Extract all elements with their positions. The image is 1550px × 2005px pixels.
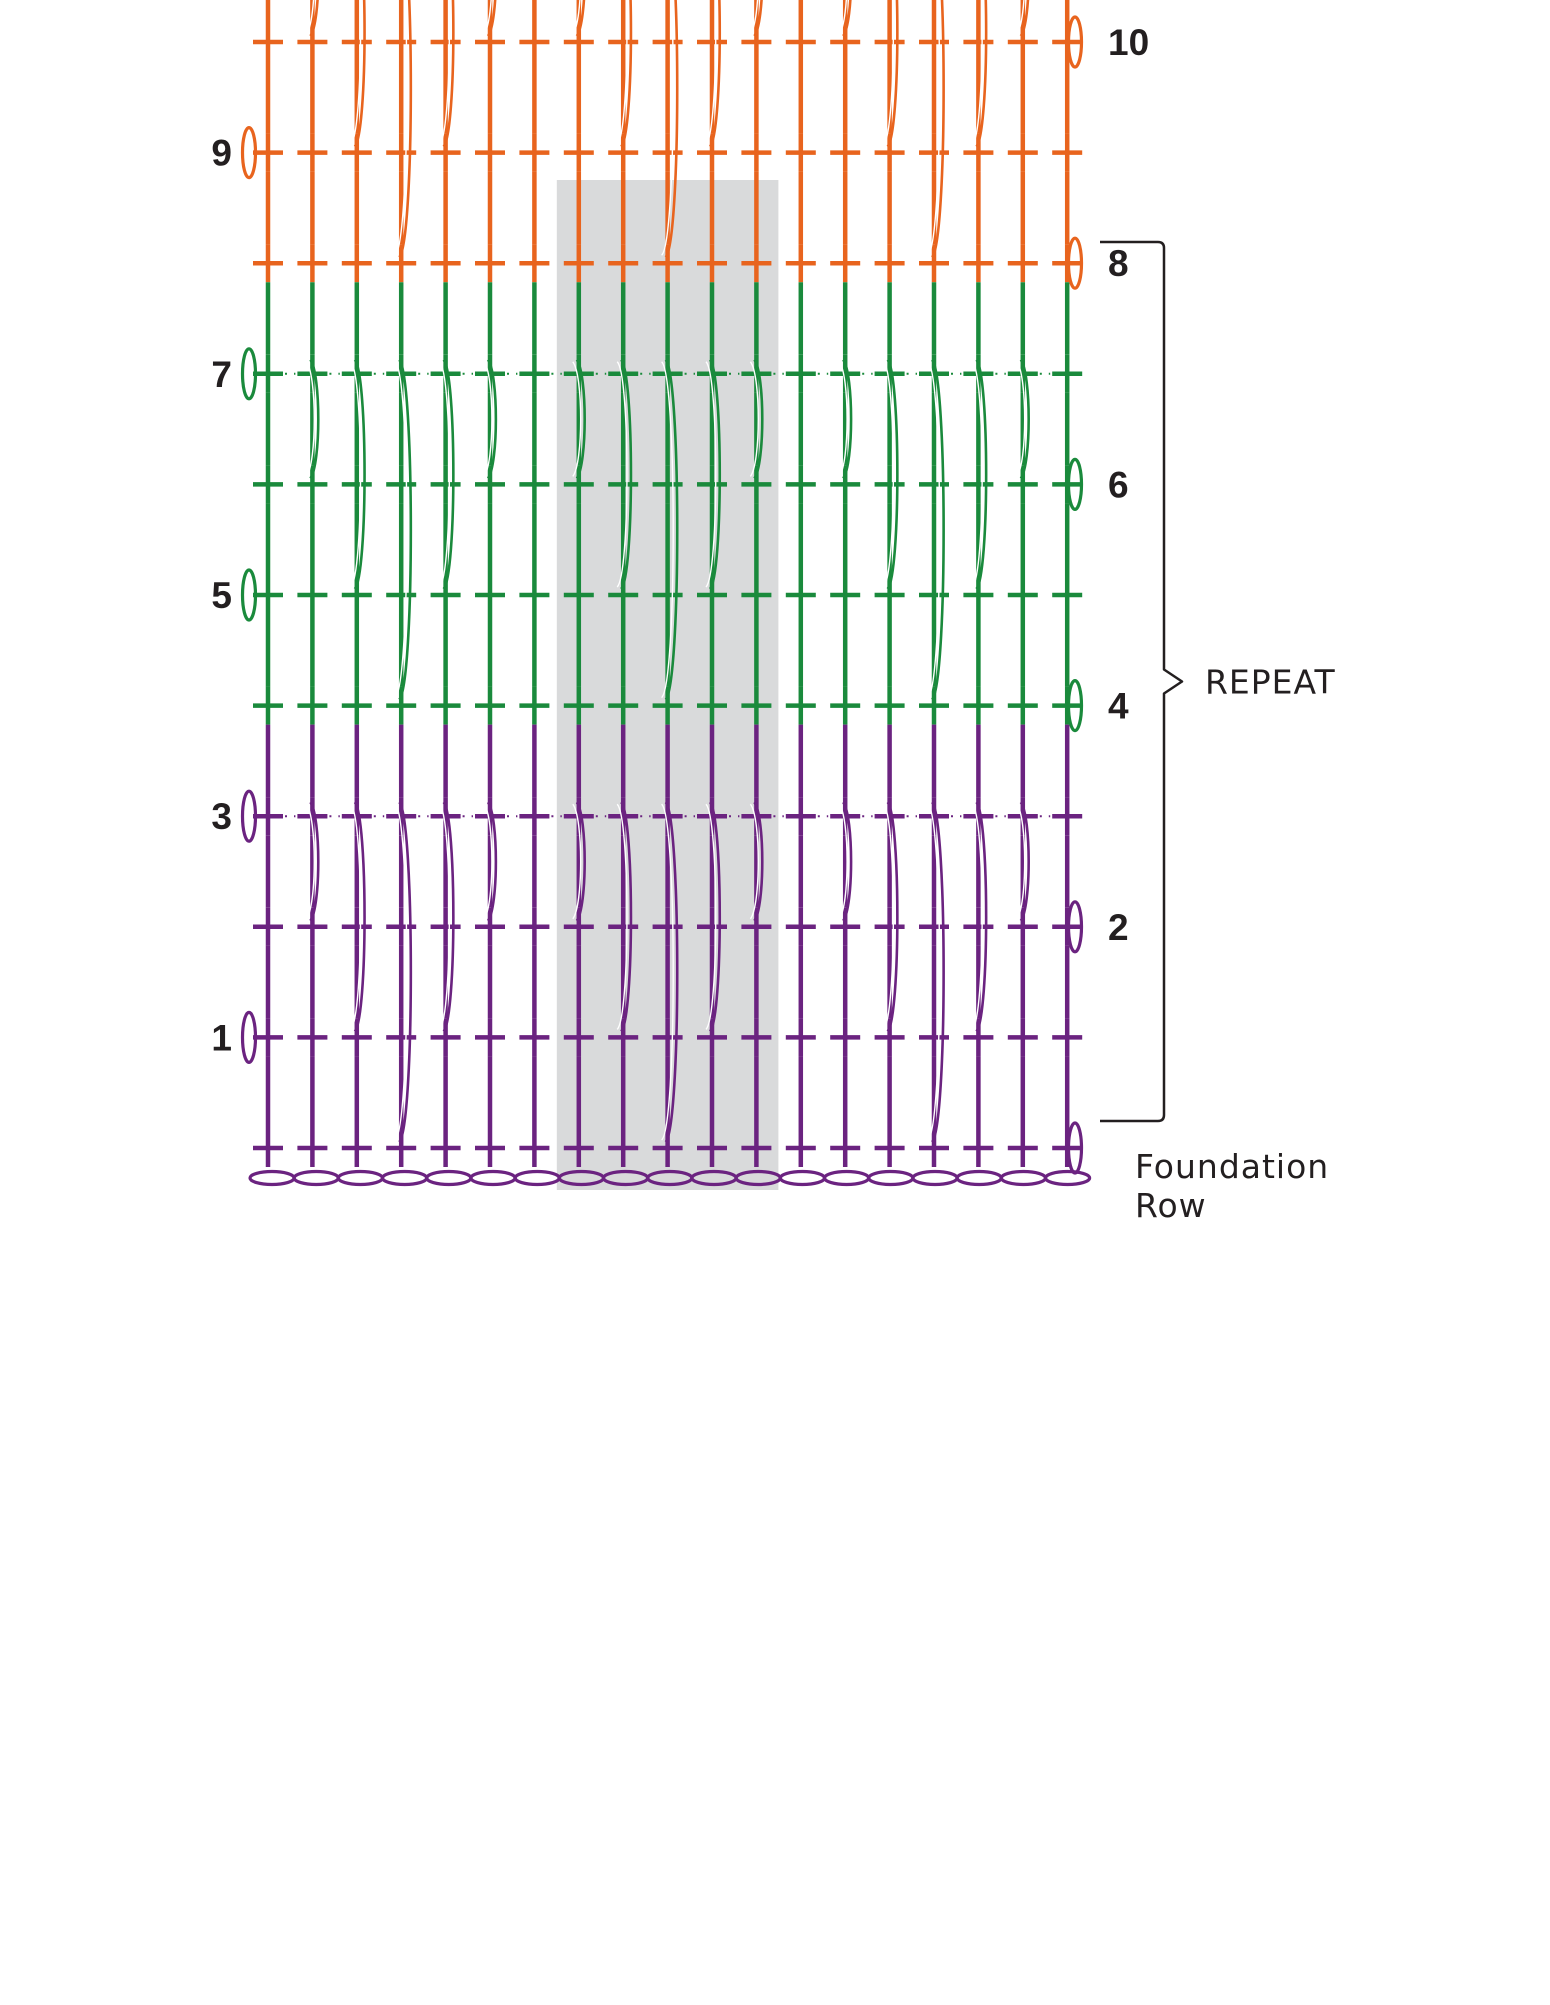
repeat-label: REPEAT	[1205, 662, 1336, 702]
row-number-left: 7	[211, 353, 232, 395]
row-number-right: 6	[1108, 464, 1129, 506]
row-number-left: 5	[211, 575, 232, 616]
row-number-right: 2	[1108, 906, 1129, 948]
foundation-row-label: Foundation	[1135, 1147, 1330, 1186]
row-number-right: 4	[1108, 685, 1129, 727]
row-number-left: 1	[211, 1017, 232, 1059]
row-number-left: 3	[211, 796, 232, 838]
foundation-row-label-2: Row	[1135, 1186, 1207, 1225]
row-number-left: 9	[211, 132, 232, 174]
row-number-right: 10	[1108, 22, 1150, 63]
row-number-right: 8	[1108, 243, 1129, 285]
